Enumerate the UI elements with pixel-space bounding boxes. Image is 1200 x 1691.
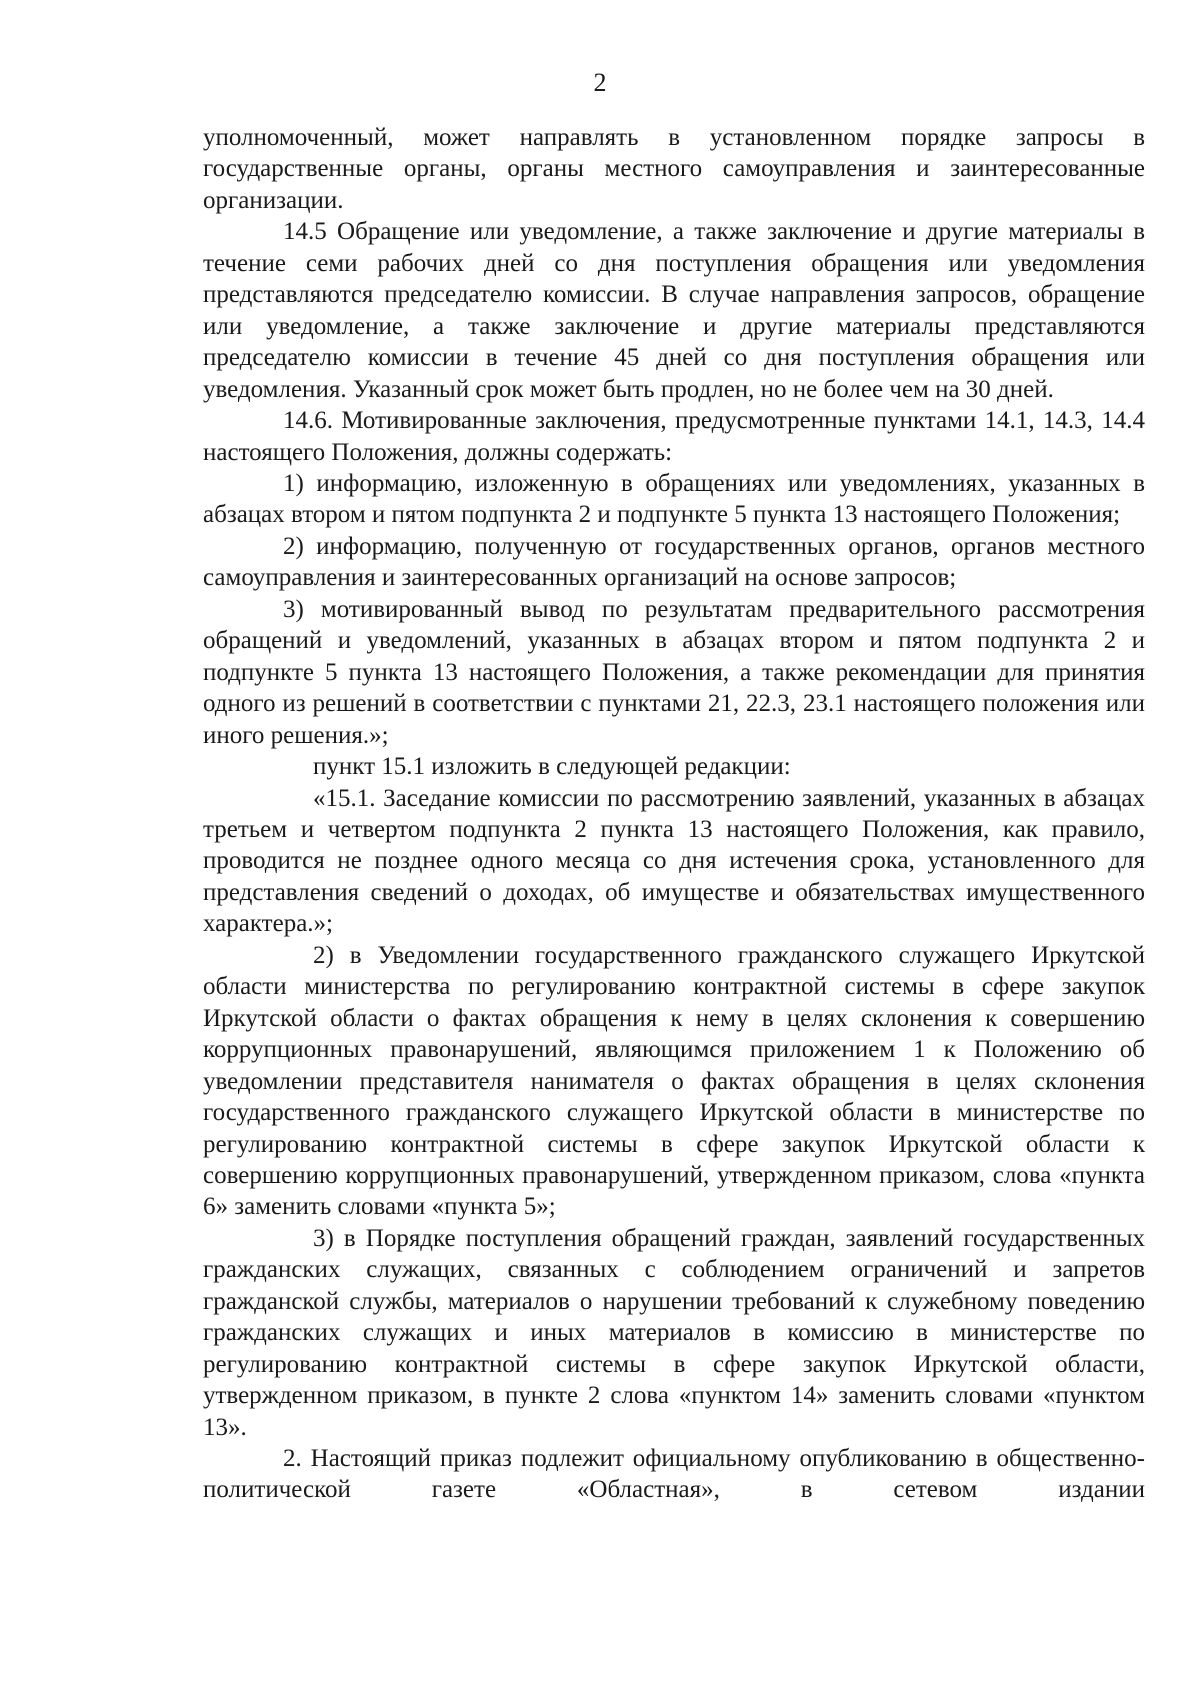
paragraph-14-5: 14.5 Обращение или уведомление, а также заключение и другие материалы в течение семи рабочих дней со дня поступления обращения или уведомления представляются председателю комиссии. В случае направления запросов, обращение или уведомление, а также заключение и другие материалы представляются председателю комиссии в течение 45 дней со дня поступления обращения или уведомления. Указанный срок может быть продлен, но не более чем на 30 дней. [203, 218, 1145, 403]
paragraph-item-3: 3) мотивированный вывод по результатам предварительного рассмотрения обращений и уведомлений, указанных в абзацах втором и пятом подпункта 2 и подпункте 5 пункта 13 настоящего Положения, а также рекомендации для принятия одного из решений в соответствии с пунктами 21, 22.3, 23.1 настоящего положения или иного решения.»; [203, 595, 1145, 749]
paragraph-amendment-2: 2) в Уведомлении государственного гражданского служащего Иркутской области министерства по регулированию контрактной системы в сфере закупок Иркутской области о фактах обращения к нему в целях склонения к совершению коррупционных правонарушений, являющимся приложением 1 к Положению об уведомлении представителя нанимателя о фактах обращения в целях склонения государственного гражданского служащего Иркутской области в министерстве по регулированию контрактной системы в сфере закупок Иркутской области к совершению коррупционных правонарушений, утвержденном приказом, слова «пункта 6» заменить словами «пункта 5»; [203, 941, 1145, 1221]
paragraph-amendment-3: 3) в Порядке поступления обращений граждан, заявлений государственных гражданских служащих, связанных с соблюдением ограничений и запретов гражданской службы, материалов о нарушении требований к служебному поведению гражданских служащих и иных материалов в комиссию в министерстве по регулированию контрактной системы в сфере закупок Иркутской области, утвержденном приказом, в пункте 2 слова «пунктом 14» заменить словами «пунктом 13». [203, 1224, 1145, 1441]
page-number: 2 [593, 68, 607, 97]
paragraph-publication: 2. Настоящий приказ подлежит официальному опубликованию в общественно-политической газете «Областная», в сетевом издании [203, 1445, 1145, 1504]
paragraph-point-15-1-intro: пункт 15.1 изложить в следующей редакции: [313, 753, 791, 781]
document-body [203, 122, 1145, 1506]
paragraph-point-15-1-text: «15.1. Заседание комиссии по рассмотрению заявлений, указанных в абзацах третьем и четвертом подпункта 2 пункта 13 настоящего Положения, как правило, проводится не позднее одного месяца со дня истечения срока, установленного для представления сведений о доходах, об имуществе и обязательствах имущественного характера.»; [203, 784, 1145, 938]
paragraph-item-2: 2) информацию, полученную от государственных органов, органов местного самоуправления и заинтересованных организаций на основе запросов; [203, 532, 1145, 592]
paragraph-item-1: 1) информацию, изложенную в обращениях или уведомлениях, указанных в абзацах втором и пятом подпункта 2 и подпункте 5 пункта 13 настоящего Положения; [203, 469, 1145, 529]
paragraph-14-6: 14.6. Мотивированные заключения, предусмотренные пунктами 14.1, 14.3, 14.4 настоящего Положения, должны содержать: [203, 407, 1145, 466]
paragraph-continuation: уполномоченный, может направлять в установленном порядке запросы в государственные органы, органы местного самоуправления и заинтересованные организации. [203, 124, 1145, 214]
